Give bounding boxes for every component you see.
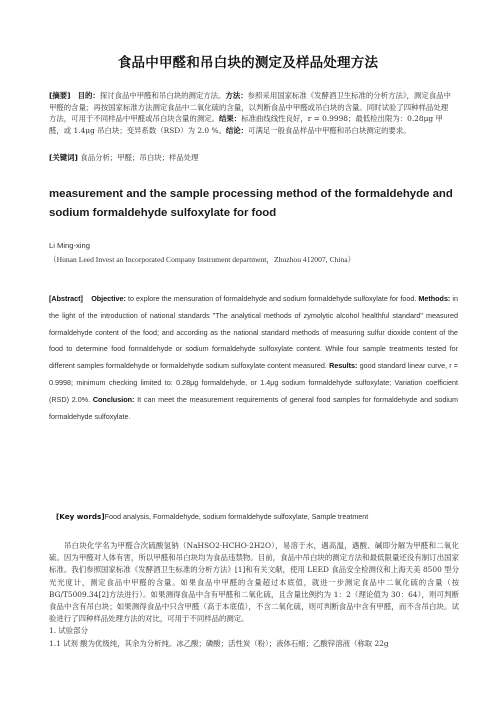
conclusion-text: 可满足一般食品样品中甲醛和吊白块测定的要求。 <box>248 125 411 135</box>
affiliation: （Hunan Leed Invest an Incorporated Company Instrument department，Zhuzhou 412007, China） <box>49 255 356 264</box>
chinese-keywords <box>49 152 452 164</box>
keywords-zh-text: 食品分析；甲醛；吊白块；样品处理 <box>80 153 199 162</box>
conclusion-en-text: It can meet the measurement requirements of general food samples for formaldehyde and sodium formaldehyde sulfoxylate. <box>49 394 459 421</box>
keywords-zh-label: [关键词] <box>49 153 78 162</box>
intro-paragraph: 吊白块化学名为甲醛合次硫酸氢钠（NaHSO2·HCHO·2H2O），易溶于水，遇高温，遇酸、碱即分解为甲醛和二氧化硫。因为甲醛对人体有害，所以甲醛和吊白块均为食品违禁物。目前，食品中吊白块的测定方法和最低限量还没有制订出国家标准。我们参照国家标准《发酵酒卫生标准的分析方法》[1]和有关文献，使用 LEED 食品安全检测仪和上海天美 8500 型分光光度计，测定食品中甲醛的含量。如果食品中甲醛的含量超过本底值，就进一步测定食品中二氧化硫的含量（按 BG/T5009.34[2]方法进行）。如果测得食品中含有甲醛和二氧化硫，且含量比例约为 1：2（理论值为 30：64），则可判断食品中含有吊白块；如果测得食品中只含甲醛（高于本底值），不含二氧化硫，则可判断食品中含有甲醛，而不含吊白块。试验进行了四种样品处理方法的对比，可用于不同样品的测定。 <box>49 541 459 624</box>
methods-label: Methods: <box>418 294 451 303</box>
english-title: measurement and the sample processing method of the formaldehyde and sodium formaldehyde sulfoxylate for food <box>49 188 453 219</box>
result-text: 标准曲线线性良好，r = 0.9998；最低检出限为：0.28μg 甲醛，或 1.4μg 吊白块；变异系数（RSD）为 2.0 %。 <box>49 114 443 135</box>
purpose-text: 探讨食品中甲醛和吊白块的测定方法。 <box>99 91 226 100</box>
conclusion-en-label: Conclusion: <box>92 394 135 404</box>
english-abstract <box>49 291 458 425</box>
methods-text: in the light of the introduction of national standards "The analytical methods of zymolytic alcohol healthful standard" measured formaldehyde content of the food; and according as the national standard methods of measuring sulfur dioxide content of the food to determine food formaldehyde or sodium formaldehyde sulfoxylate content. While four sample treatments tested for different samples formaldehyde or formaldehyde sodium sulfoxylate content measured. <box>49 294 458 371</box>
objective-label: Objective: <box>91 294 126 303</box>
abstract-en-label: [Abstract] <box>49 294 83 303</box>
author: Li Ming-xing <box>49 241 90 250</box>
conclusion-label: 结论： <box>225 125 249 135</box>
body-text <box>49 540 459 650</box>
abstract-zh-label: [摘要] <box>49 91 71 100</box>
purpose-label: 目的： <box>77 91 100 100</box>
objective-text: to explore the mensuration of formaldehyde and sodium formaldehyde sulfoxylate for food. <box>125 294 417 303</box>
keywords-en-label: [Key words] <box>56 512 105 521</box>
method-label: 方法： <box>225 91 248 100</box>
method-text: 参照采用国家标准《发酵酒卫生标准的分析方法》，测定食品中甲醛的含量；再按国家标准方法测定食品中二氧化硫的含量，以判断食品中甲醛或吊白块的含量。同时试验了四种样品处理方法，可用于不同样品中甲醛或吊白块含量的测定。 <box>49 91 451 124</box>
english-keywords <box>56 512 458 521</box>
result-label: 结果： <box>219 114 242 124</box>
chinese-title: 食品中甲醛和吊白块的测定及样品处理方法 <box>117 55 379 71</box>
chinese-abstract <box>49 90 452 136</box>
section-heading-1: 1. 试验部分 <box>49 626 88 636</box>
keywords-en-text: Food analysis, Formaldehyde, sodium formaldehyde sulfoxylate, Sample treatment <box>104 512 369 521</box>
results-label: Results: <box>329 361 358 371</box>
section-1-1: 1.1 试剂 酸为优级纯，其余为分析纯。冰乙酸；磷酸；活性炭（粉）；液体石蜡；乙酸锌溶液（称取 22g <box>49 638 389 648</box>
results-text: good standard linear curve, r = 0.9998; minimum checking limited to: 0.28μg formaldehyde, or 1.4μg sodium formaldehyde sulfoxylate; Variation coefficient (RSD) 2.0%. <box>49 361 459 404</box>
